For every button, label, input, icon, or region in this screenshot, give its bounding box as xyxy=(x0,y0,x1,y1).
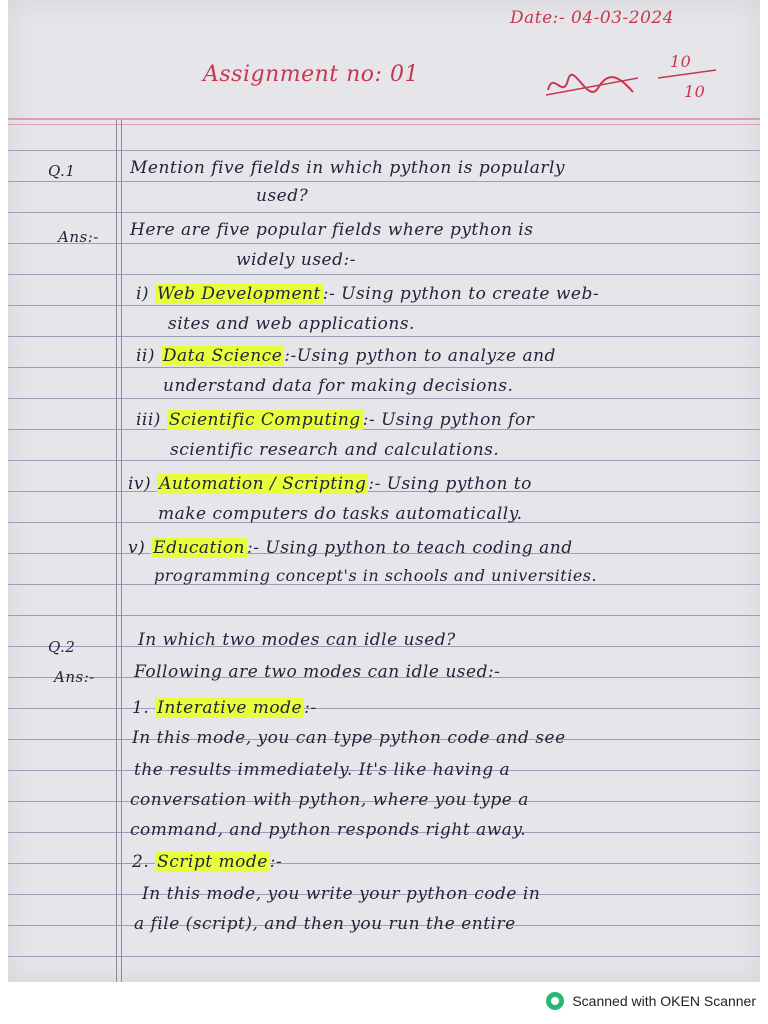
item-field-highlight: Education xyxy=(153,538,246,558)
left-margin-line xyxy=(116,120,117,982)
q1-ans-label: Ans:- xyxy=(58,228,99,246)
mode-suffix: :- xyxy=(304,698,317,718)
item-field-highlight: Data Science xyxy=(162,346,283,366)
q2-mode2-line2: a file (script), and then you run the entire xyxy=(134,914,516,934)
q1-item-1-cont: sites and web applications. xyxy=(168,314,415,334)
q2-mode2-heading xyxy=(132,852,282,872)
item-desc: :- Using python to create web- xyxy=(322,284,600,304)
oken-scanner-logo-icon xyxy=(546,992,564,1010)
q1-item-5-cont: programming concept's in schools and universities. xyxy=(154,566,598,585)
left-margin-line-2 xyxy=(121,120,122,982)
q2-mode1-line1: In this mode, you can type python code and see xyxy=(132,728,566,748)
q2-question: In which two modes can idle used? xyxy=(138,630,456,650)
q1-item-2 xyxy=(136,346,556,366)
q1-intro-line1: Here are five popular fields where python is xyxy=(130,220,534,240)
q1-item-4 xyxy=(128,474,532,494)
mode-title-highlight: Interative mode xyxy=(157,698,303,718)
item-field-highlight: Automation / Scripting xyxy=(159,474,367,494)
q1-label: Q.1 xyxy=(48,162,76,180)
q2-mode2-line1: In this mode, you write your python code in xyxy=(142,884,541,904)
score-denominator: 10 xyxy=(684,82,706,101)
q1-item-3-cont: scientific research and calculations. xyxy=(170,440,500,460)
assignment-title: Assignment no: 01 xyxy=(203,62,419,87)
q1-item-3 xyxy=(136,410,534,430)
q1-item-5 xyxy=(128,538,573,558)
q2-mode1-line4: command, and python responds right away. xyxy=(130,820,527,840)
mode-number: 2. xyxy=(132,852,150,872)
q1-item-4-cont: make computers do tasks automatically. xyxy=(158,504,523,524)
notebook-page xyxy=(8,0,760,982)
signature-mark xyxy=(538,60,648,110)
item-number: iii) xyxy=(136,410,161,430)
mode-number: 1. xyxy=(132,698,150,718)
score-fraction-line xyxy=(658,68,718,82)
q1-question-line2: used? xyxy=(256,186,309,206)
q2-mode1-heading xyxy=(132,698,317,718)
score-numerator: 10 xyxy=(670,52,692,71)
item-desc: :- Using python to xyxy=(368,474,532,494)
mode-title-highlight: Script mode xyxy=(157,852,268,872)
q1-item-2-cont: understand data for making decisions. xyxy=(163,376,514,396)
mode-suffix: :- xyxy=(269,852,283,872)
q2-label: Q.2 xyxy=(48,638,76,656)
q2-intro: Following are two modes can idle used:- xyxy=(134,662,501,682)
item-field-highlight: Scientific Computing xyxy=(168,410,361,430)
date: Date:- 04-03-2024 xyxy=(510,8,675,28)
item-desc: :- Using python to teach coding and xyxy=(247,538,573,558)
scanner-footer xyxy=(0,982,768,1024)
item-number: iv) xyxy=(128,474,152,494)
q2-mode1-line2: the results immediately. It's like having a xyxy=(134,760,511,780)
q2-ans-label: Ans:- xyxy=(54,668,95,686)
item-number: ii) xyxy=(136,346,156,366)
item-desc: :-Using python to analyze and xyxy=(284,346,556,366)
q2-mode1-line3: conversation with python, where you type a xyxy=(130,790,529,810)
item-desc: :- Using python for xyxy=(362,410,535,430)
q1-intro-line2: widely used:- xyxy=(236,250,356,270)
item-number: i) xyxy=(136,284,150,304)
item-field-highlight: Web Development xyxy=(156,284,321,304)
item-number: v) xyxy=(128,538,146,558)
scanner-watermark-text: Scanned with OKEN Scanner xyxy=(572,993,756,1009)
q1-question-line1: Mention five fields in which python is popularly xyxy=(130,158,566,178)
q1-item-1 xyxy=(136,284,599,304)
